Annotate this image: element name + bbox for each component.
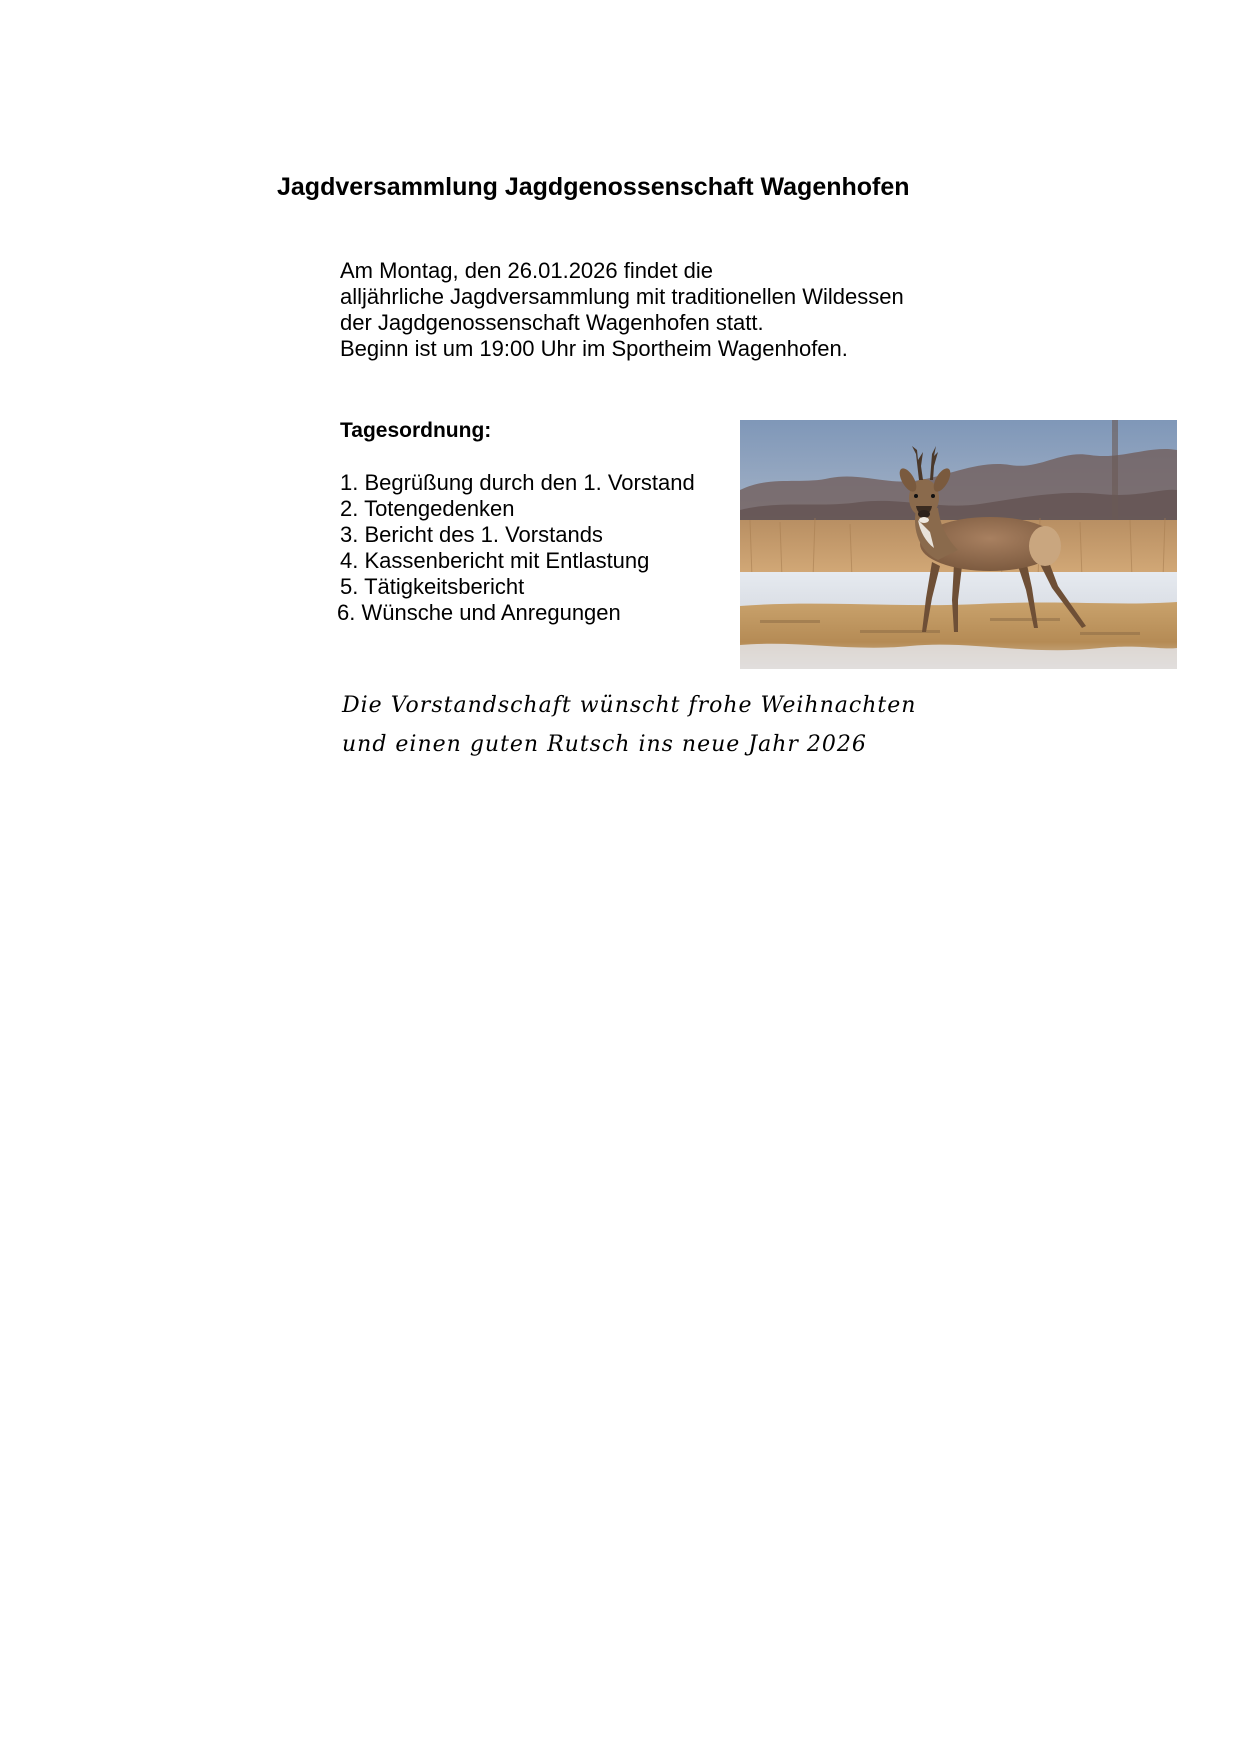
agenda-item: 2. Totengedenken [340, 496, 515, 521]
agenda-item: 6. Wünsche und Anregungen [337, 600, 621, 625]
intro-line: der Jagdgenossenschaft Wagenhofen statt. [340, 310, 764, 335]
document-title: Jagdversammlung Jagdgenossenschaft Wagenhofen [277, 173, 910, 201]
agenda-heading: Tagesordnung: [340, 419, 492, 442]
intro-line: Am Montag, den 26.01.2026 findet die [340, 258, 714, 283]
intro-line: alljährliche Jagdversammlung mit traditionellen Wildessen [340, 284, 904, 309]
agenda-item: 1. Begrüßung durch den 1. Vorstand [340, 470, 695, 495]
agenda-list [337, 470, 695, 626]
greeting-text [342, 686, 916, 764]
agenda-item: 5. Tätigkeitsbericht [340, 574, 525, 599]
agenda-item: 3. Bericht des 1. Vorstands [340, 522, 603, 547]
intro-paragraph [340, 258, 904, 362]
roe-deer-photo [740, 420, 1177, 669]
agenda-item: 4. Kassenbericht mit Entlastung [340, 548, 650, 573]
greeting-line: und einen guten Rutsch ins neue Jahr 2026 [342, 732, 867, 757]
greeting-line: Die Vorstandschaft wünscht frohe Weihnachten [342, 693, 917, 718]
intro-line: Beginn ist um 19:00 Uhr im Sportheim Wagenhofen. [340, 336, 848, 361]
